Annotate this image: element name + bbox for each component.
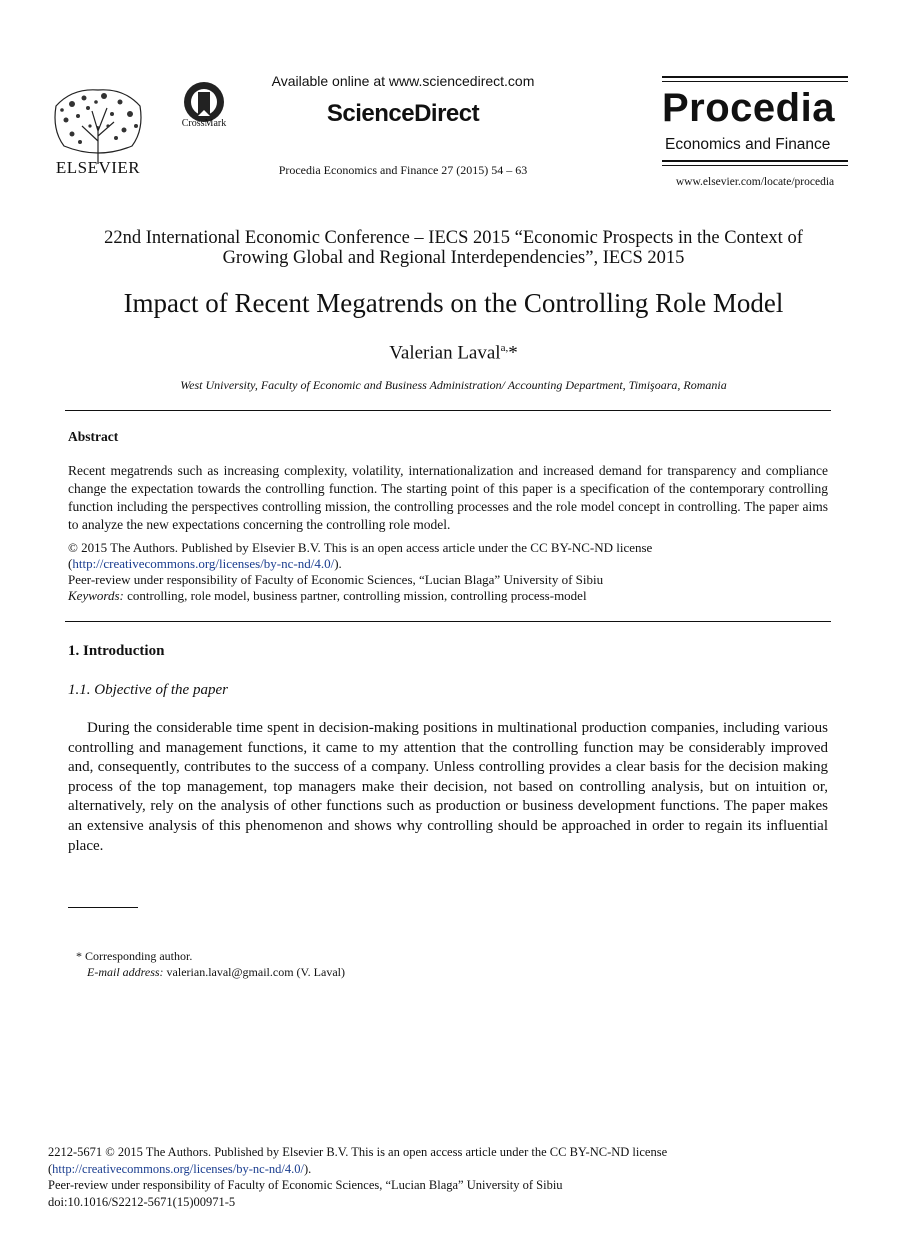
email-address[interactable]: valerian.laval@gmail.com (V. Laval) bbox=[166, 965, 345, 979]
section-divider bbox=[65, 621, 831, 622]
email-line bbox=[76, 964, 345, 980]
bottom-license-block bbox=[48, 1144, 848, 1210]
procedia-rule bbox=[662, 81, 848, 82]
corresponding-author-note: * Corresponding author. bbox=[76, 949, 193, 963]
paper-title: Impact of Recent Megatrends on the Controlling Role Model bbox=[123, 288, 784, 318]
procedia-rule bbox=[662, 165, 848, 166]
conference-name bbox=[60, 228, 847, 268]
author-affiliation-mark: a, bbox=[500, 342, 509, 354]
doi[interactable]: doi:10.1016/S2212-5671(15)00971-5 bbox=[48, 1194, 236, 1209]
abstract-heading: Abstract bbox=[68, 429, 119, 444]
conference-line: 22nd International Economic Conference – IECS 2015 “Economic Prospects in the Context of bbox=[104, 228, 803, 248]
section-divider bbox=[65, 410, 831, 411]
bottom-license-line: (http://creativecommons.org/licenses/by-nc-nd/4.0/). bbox=[48, 1161, 312, 1176]
copyright-line: © 2015 The Authors. Published by Elsevier B.V. This is an open access article under the CC BY-NC-ND license bbox=[68, 540, 653, 555]
intro-paragraph: During the considerable time spent in decision-making positions in multinational production companies, including various controlling and management functions, it came to my attention that the controlling function may be considerably improved and, consequently, contributes to the success of a company. Unless controlling provides a clear basis for the decision making process of the top management, top managers make their decision, not based on controlling analysis, but on intuition or, alternatively, rely on the analysis of other functions such as production or business development functions. The paper makes an extensive analysis of this phenomenon and shows why controlling should be approached in order to regain its influential place. bbox=[68, 720, 828, 854]
copyright-block bbox=[68, 540, 828, 604]
issn-line: 2212-5671 © 2015 The Authors. Published by Elsevier B.V. This is an open access article under the CC BY-NC-ND license bbox=[48, 1145, 668, 1159]
bottom-license-link[interactable]: http://creativecommons.org/licenses/by-nc-nd/4.0/ bbox=[52, 1161, 304, 1176]
elsevier-wordmark: ELSEVIER bbox=[55, 158, 141, 177]
procedia-subtitle: Economics and Finance bbox=[665, 136, 831, 153]
footnote bbox=[76, 948, 345, 980]
journal-citation: Procedia Economics and Finance 27 (2015) 54 – 63 bbox=[278, 163, 528, 177]
author-name: Valerian Laval bbox=[389, 342, 501, 364]
procedia-logo: Procedia bbox=[662, 86, 835, 130]
keywords-line bbox=[68, 588, 828, 604]
keywords-label: Keywords: bbox=[68, 588, 124, 603]
subsection-heading: 1.1. Objective of the paper bbox=[68, 682, 228, 698]
procedia-rule bbox=[662, 160, 848, 162]
sciencedirect-logo[interactable]: ScienceDirect bbox=[326, 100, 480, 127]
abstract-text: Recent megatrends such as increasing complexity, volatility, internationalization and increased demand for transparency and compliance change the expectation towards the controlling function. The starting point of this paper is a specification of the contemporary controlling function including the perspectives controlling mission, the controlling processes and the role model concept in controlling. The paper aims to analyze the new expectations concerning the controlling role model. bbox=[68, 463, 828, 532]
email-label: E-mail address: bbox=[87, 965, 164, 979]
license-link[interactable]: http://creativecommons.org/licenses/by-nc-nd/4.0/ bbox=[72, 556, 335, 571]
bottom-peer-review: Peer-review under responsibility of Faculty of Economic Sciences, “Lucian Blaga” University of Sibiu bbox=[48, 1178, 563, 1192]
corresponding-star: * bbox=[508, 342, 518, 364]
peer-review-line: Peer-review under responsibility of Faculty of Economic Sciences, “Lucian Blaga” University of Sibiu bbox=[68, 572, 604, 587]
footnote-rule bbox=[68, 907, 138, 908]
author-line bbox=[40, 342, 867, 364]
keywords: controlling, role model, business partner, controlling mission, controlling process-model bbox=[127, 588, 587, 603]
journal-url[interactable]: www.elsevier.com/locate/procedia bbox=[675, 176, 835, 188]
author-affiliation: West University, Faculty of Economic and Business Administration/ Accounting Department, Timişoara, Romania bbox=[180, 378, 727, 392]
available-online-text: Available online at www.sciencedirect.com bbox=[271, 73, 535, 89]
crossmark-label: CrossMark bbox=[181, 118, 227, 129]
conference-line: Growing Global and Regional Interdependencies”, IECS 2015 bbox=[222, 248, 685, 268]
section-heading: 1. Introduction bbox=[68, 643, 165, 659]
license-line: (http://creativecommons.org/licenses/by-nc-nd/4.0/). bbox=[68, 556, 342, 571]
procedia-rule bbox=[662, 76, 848, 78]
